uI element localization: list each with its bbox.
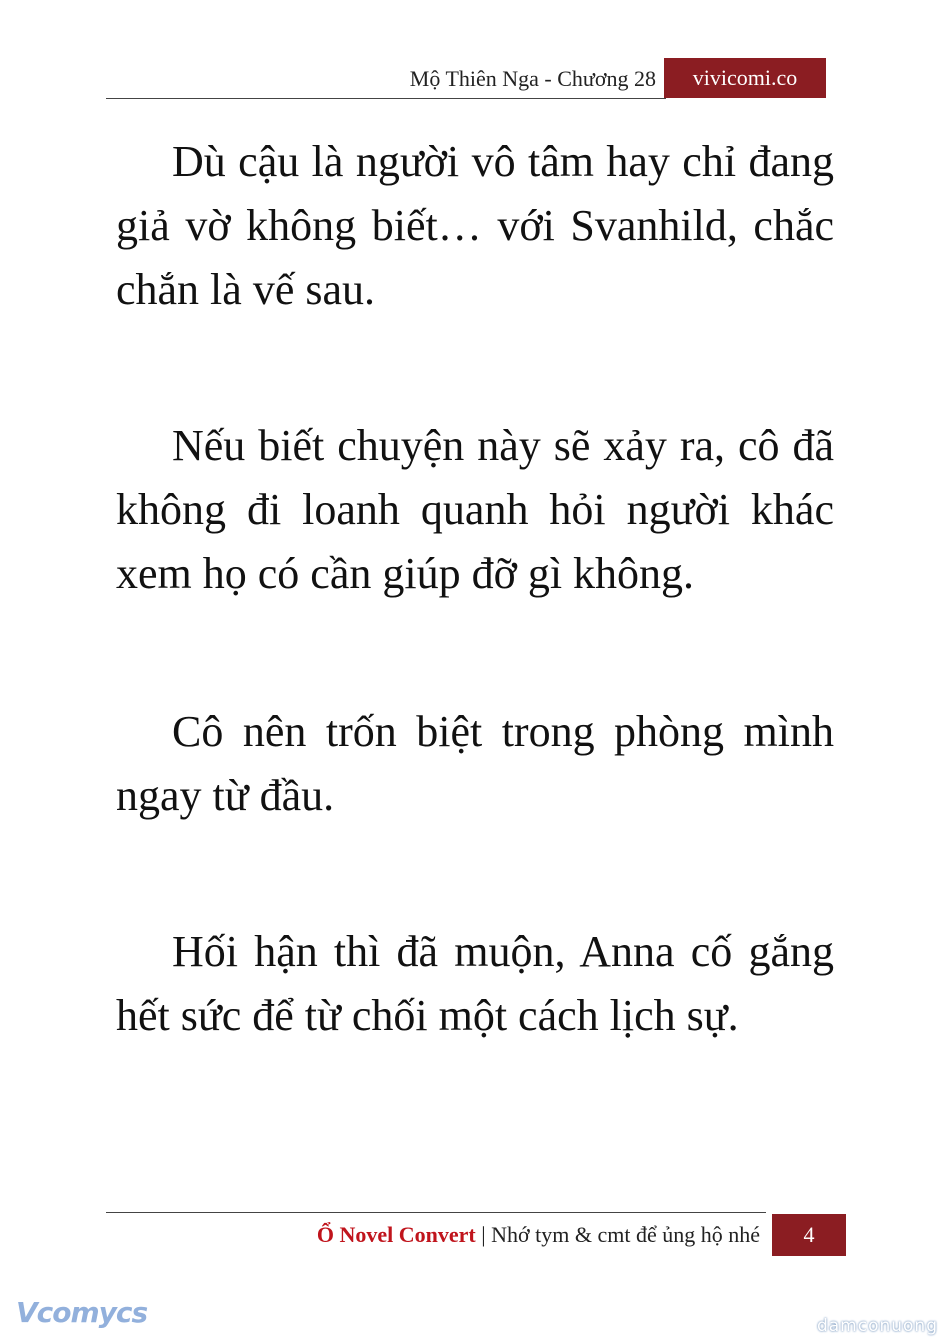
paragraph: Cô nên trốn biệt trong phòng mình ngay từ đầu.: [116, 707, 834, 820]
paragraph: Dù cậu là người vô tâm hay chỉ đang giả vờ không biết… với Svanhild, chắc chắn là vế sau.: [116, 137, 834, 314]
site-badge: vivicomi.co: [664, 58, 826, 98]
footer-separator: |: [475, 1222, 492, 1247]
paragraph: Nếu biết chuyện này sẽ xảy ra, cô đã không đi loanh quanh hỏi người khác xem họ có cần giúp đỡ gì không.: [116, 421, 834, 598]
page-header: [106, 58, 826, 100]
page-footer: [106, 1212, 846, 1258]
footer-credit: [317, 1222, 760, 1248]
page-number: 4: [772, 1214, 846, 1256]
header-divider: [106, 98, 666, 99]
footer-divider: [106, 1212, 766, 1213]
footer-brand: Ổ Novel Convert: [316, 1222, 476, 1247]
paragraph: Hối hận thì đã muộn, Anna cố gắng hết sức để từ chối một cách lịch sự.: [116, 927, 834, 1040]
watermark-left: Vcomycs: [16, 1296, 148, 1329]
watermark-right: damconuong: [816, 1316, 938, 1336]
footer-note: Nhớ tym & cmt để ủng hộ nhé: [491, 1222, 760, 1247]
chapter-title: Mộ Thiên Nga - Chương 28: [409, 66, 656, 91]
